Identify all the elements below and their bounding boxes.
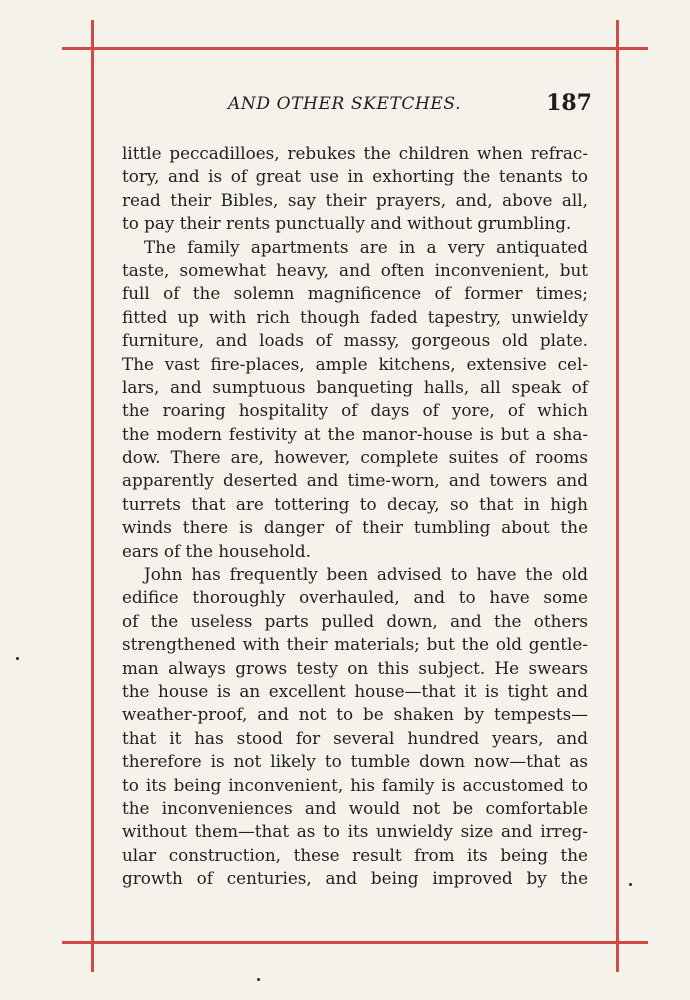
text-line: strengthened with their materials; but the old gentle- (122, 634, 588, 655)
text-line: taste, somewhat heavy, and often inconvenient, but (122, 259, 588, 280)
body-text (122, 142, 588, 891)
text-line: weather-proof, and not to be shaken by tempests— (122, 704, 588, 725)
text-line: ears of the household. (122, 540, 311, 561)
border-rule-right (616, 20, 619, 972)
running-head: AND OTHER SKETCHES. (228, 94, 462, 114)
text-line: John has frequently been advised to have the old (144, 564, 588, 585)
ink-speck (16, 657, 19, 660)
text-line: man always grows testy on this subject. He swears (122, 657, 588, 678)
text-line: without them—that as to its unwieldy size and irreg- (122, 821, 588, 842)
text-line: growth of centuries, and being improved by the (122, 868, 588, 889)
ink-speck (257, 978, 260, 981)
text-line: therefore is not likely to tumble down now—that as (122, 751, 588, 772)
text-line: The vast fire-places, ample kitchens, extensive cel- (122, 353, 588, 374)
text-line: turrets that are tottering to decay, so that in high (122, 493, 588, 514)
page-number: 187 (546, 90, 592, 116)
text-line: furniture, and loads of massy, gorgeous old plate. (122, 330, 588, 351)
text-line: to pay their rents punctually and without grumbling. (122, 213, 572, 234)
text-line: dow. There are, however, complete suites of rooms (122, 447, 588, 468)
text-line: The family apartments are in a very antiquated (144, 236, 588, 257)
text-line: the modern festivity at the manor-house is but a sha- (122, 423, 588, 444)
text-line: ular construction, these result from its being the (122, 844, 588, 865)
text-line: lars, and sumptuous banqueting halls, all speak of (122, 376, 588, 397)
text-line: the house is an excellent house—that it is tight and (122, 680, 588, 701)
text-line: edifice thoroughly overhauled, and to have some (122, 587, 588, 608)
text-line: winds there is danger of their tumbling about the (122, 517, 588, 538)
ink-speck (629, 883, 632, 886)
text-line: the inconveniences and would not be comfortable (122, 797, 588, 818)
border-rule-top (62, 47, 648, 50)
text-line: little peccadilloes, rebukes the children when refrac- (122, 143, 588, 163)
text-line: read their Bibles, say their prayers, and, above all, (122, 189, 588, 210)
text-line: to its being inconvenient, his family is accustomed to (122, 774, 588, 795)
page-header (122, 90, 592, 124)
text-line: full of the solemn magnificence of former times; (122, 283, 588, 304)
border-rule-bottom (62, 941, 648, 944)
text-line: of the useless parts pulled down, and the others (122, 610, 588, 631)
text-line: that it has stood for several hundred years, and (122, 727, 588, 748)
text-line: the roaring hospitality of days of yore, of which (122, 400, 588, 421)
text-line: fitted up with rich though faded tapestry, unwieldy (122, 306, 588, 327)
text-line: apparently deserted and time-worn, and towers and (122, 470, 588, 491)
text-line: tory, and is of great use in exhorting the tenants to (122, 166, 588, 187)
border-rule-left (91, 20, 94, 972)
